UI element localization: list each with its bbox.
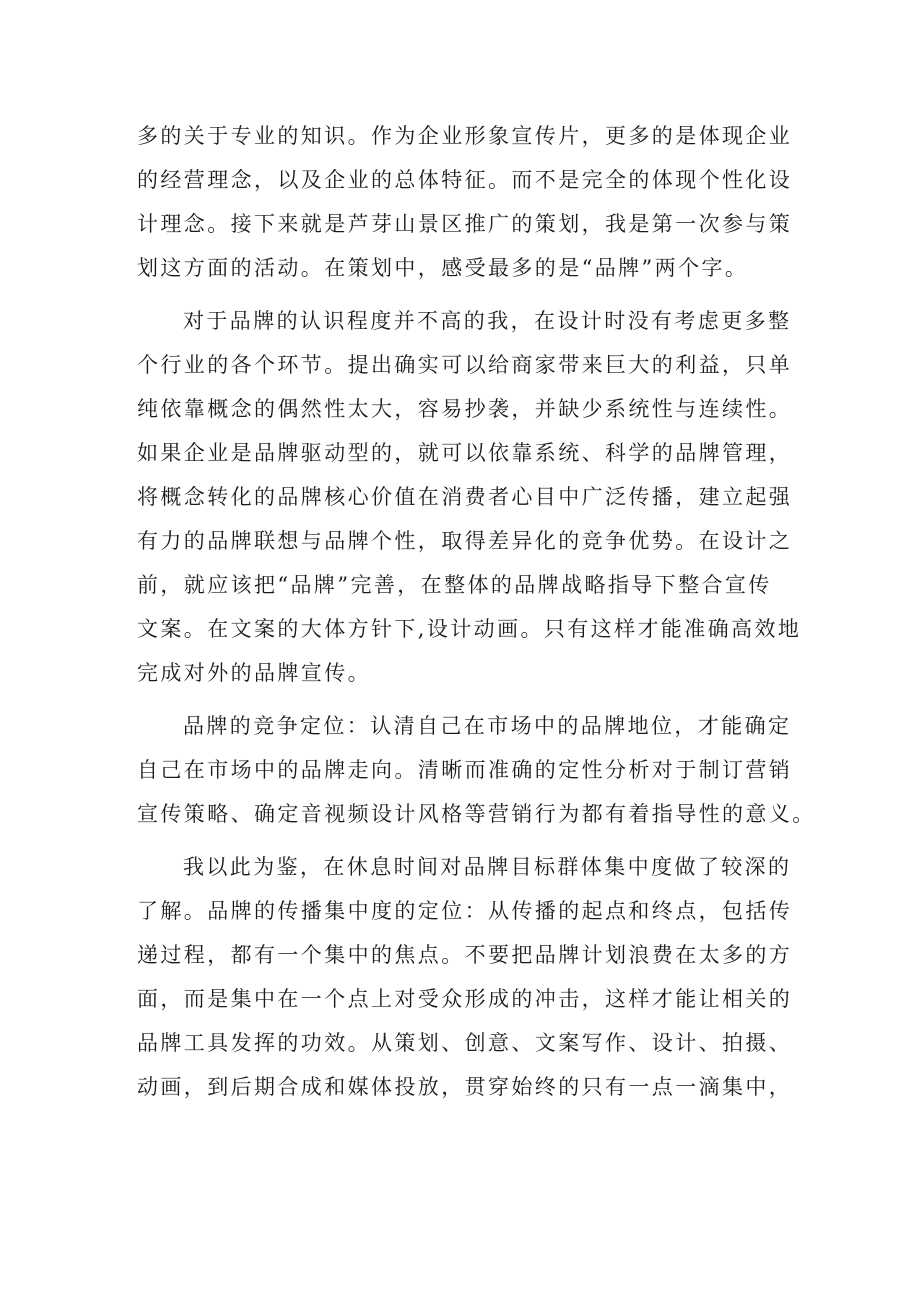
paragraph xyxy=(137,845,793,1109)
paragraph-gap xyxy=(137,836,789,845)
text-line: 有力的品牌联想与品牌个性，取得差异化的竞争优势。在设计之 xyxy=(137,529,793,553)
text-line: 动画，到后期合成和媒体投放，贯穿始终的只有一点一滴集中， xyxy=(137,1075,793,1099)
text-line: 文案。在文案的大体方针下,设计动画。只有这样才能准确高效地 xyxy=(137,617,802,641)
text-line: 纯依靠概念的偶然性太大，容易抄袭，并缺少系统性与连续性。 xyxy=(137,397,793,421)
paragraph-gap xyxy=(137,695,789,704)
paragraph xyxy=(137,114,793,290)
text-line: 的经营理念，以及企业的总体特征。而不是完全的体现个性化设 xyxy=(137,168,793,192)
text-line: 将概念转化的品牌核心价值在消费者心目中广泛传播，建立起强 xyxy=(137,485,793,509)
text-line: 自己在市场中的品牌走向。清晰而准确的定性分析对于制订营销 xyxy=(137,758,793,782)
text-line: 宣传策略、确定音视频设计风格等营销行为都有着指导性的意义。 xyxy=(137,802,816,826)
text-line: 品牌的竞争定位：认清自己在市场中的品牌地位，才能确定 xyxy=(183,714,792,738)
text-line: 完成对外的品牌宣传。 xyxy=(137,661,371,685)
text-line: 面，而是集中在一个点上对受众形成的冲击，这样才能让相关的 xyxy=(137,987,793,1011)
text-line: 前，就应该把“品牌”完善，在整体的品牌战略指导下整合宣传 xyxy=(137,573,772,597)
text-line: 个行业的各个环节。提出确实可以给商家带来巨大的利益，只单 xyxy=(137,353,793,377)
paragraph xyxy=(137,299,802,695)
text-line: 品牌工具发挥的功效。从策划、创意、文案写作、设计、拍摄、 xyxy=(137,1031,793,1055)
document-body xyxy=(137,114,816,1109)
text-line: 计理念。接下来就是芦芽山景区推广的策划，我是第一次参与策 xyxy=(137,212,793,236)
text-line: 划这方面的活动。在策划中，感受最多的是“品牌”两个字。 xyxy=(137,256,749,280)
text-line: 我以此为鉴，在休息时间对品牌目标群体集中度做了较深的 xyxy=(183,855,792,879)
text-line: 如果企业是品牌驱动型的，就可以依靠系统、科学的品牌管理， xyxy=(137,441,793,465)
paragraph-gap xyxy=(137,290,789,299)
paragraph xyxy=(137,704,816,836)
text-line: 了解。品牌的传播集中度的定位：从传播的起点和终点，包括传 xyxy=(137,899,793,923)
text-line: 多的关于专业的知识。作为企业形象宣传片，更多的是体现企业 xyxy=(137,124,793,148)
text-line: 对于品牌的认识程度并不高的我，在设计时没有考虑更多整 xyxy=(183,309,792,333)
text-line: 递过程，都有一个集中的焦点。不要把品牌计划浪费在太多的方 xyxy=(137,943,793,967)
